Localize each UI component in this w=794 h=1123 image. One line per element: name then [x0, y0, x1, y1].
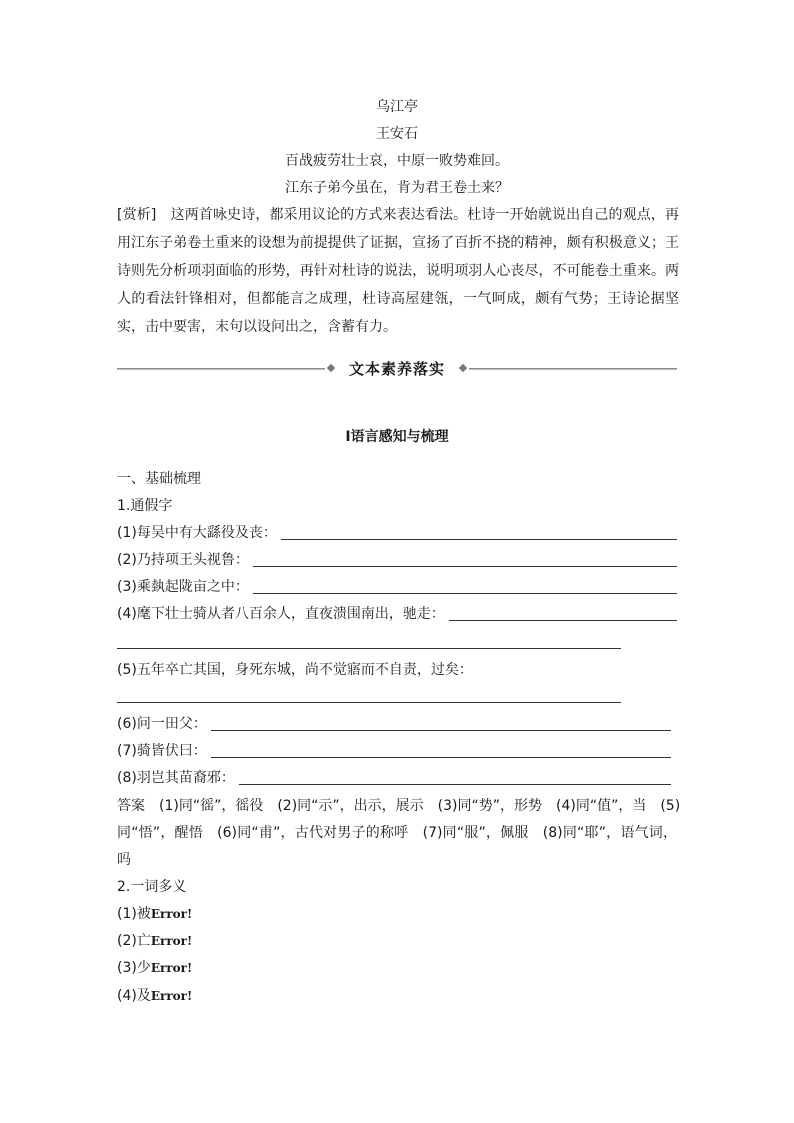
divider-title: 文本素养落实 — [348, 360, 445, 378]
answer-blank[interactable] — [211, 716, 671, 731]
polysemy-item-1 — [117, 904, 192, 924]
answer-blank[interactable] — [449, 606, 677, 621]
polysemy-word: (4)及 — [117, 988, 151, 1004]
answer-blank[interactable] — [281, 525, 677, 540]
error-field: Error! — [150, 907, 193, 921]
answer-line-2: 同“悟”，醒悟 (6)同“甫”，古代对男子的称呼 (7)同“服”，佩服 (8)同“耶”，语气词， — [117, 825, 677, 841]
exercise-item-3 — [117, 577, 677, 597]
polysemy-item-4 — [117, 986, 192, 1006]
appreciation-text: 这两首咏史诗，都采用议论的方式来表达看法。杜诗一开始就说出自己的观点，再用江东子弟卷土重来的设想为前提提供了证据，宣扬了百折不挠的精神，颇有积极意义；王诗则先分析项羽面临的形势，再针对杜诗的说法，说明项羽人心丧尽，不可能卷土重来。两人的看法针锋相对，但都能言之成理，杜诗高屋建瓴，一气呵成，颇有气势；王诗论据坚实，击中要害，末句以设问出之，含蓄有力。 — [117, 207, 680, 335]
subheading-tongjiazi: 1.通假字 — [117, 498, 173, 514]
error-field: Error! — [150, 961, 193, 975]
polysemy-word: (2)亡 — [117, 933, 151, 949]
heading-basic-sorting: 一、基础梳理 — [117, 471, 201, 487]
poem-line-2: 江东子弟今虽在，肯为君王卷土来？ — [285, 180, 509, 196]
poem-author: 王安石 — [376, 126, 418, 142]
answer-line-1: 答案 (1)同“徭”，徭役 (2)同“示”，出示，展示 (3)同“势”，形势 (4)同“值”，当 (5) — [117, 798, 681, 814]
answer-blank[interactable] — [253, 552, 677, 567]
exercise-prompt: (8)羽岂其苗裔邪： — [117, 770, 235, 786]
section-title: Ⅰ语言感知与梳理 — [345, 429, 449, 445]
polysemy-word: (3)少 — [117, 960, 151, 976]
poem-line-1: 百战疲劳壮士哀，中原一败势难回。 — [285, 153, 509, 169]
exercise-prompt: (2)乃持项王头视鲁： — [117, 552, 249, 568]
exercise-item-4 — [117, 604, 677, 624]
poem-title: 乌江亭 — [376, 99, 418, 115]
error-field: Error! — [150, 989, 193, 1003]
appreciation-paragraph — [117, 201, 679, 341]
subheading-polysemy: 2.一词多义 — [117, 879, 187, 895]
divider-rule-right — [469, 368, 677, 370]
exercise-item-8 — [117, 768, 671, 788]
answer-line-3: 吗 — [117, 852, 131, 868]
answer-blank[interactable] — [253, 579, 677, 594]
answer-blank[interactable] — [211, 743, 671, 758]
exercise-prompt: (3)乘埶起陇亩之中： — [117, 579, 249, 595]
polysemy-item-2 — [117, 931, 192, 951]
exercise-prompt: (7)骑皆伏曰： — [117, 743, 207, 759]
exercise-item-2 — [117, 550, 677, 570]
polysemy-item-3 — [117, 958, 192, 978]
exercise-item-5 — [117, 660, 677, 680]
exercise-item-6 — [117, 714, 671, 734]
exercise-item-1 — [117, 523, 677, 543]
answer-blank[interactable] — [117, 702, 621, 703]
exercise-item-7 — [117, 741, 671, 761]
error-field: Error! — [150, 934, 193, 948]
exercise-prompt: (4)麾下壮士骑从者八百余人，直夜溃围南出，驰走： — [117, 606, 445, 622]
polysemy-word: (1)被 — [117, 906, 151, 922]
section-divider — [117, 359, 677, 379]
exercise-prompt: (1)每吴中有大繇役及丧： — [117, 525, 277, 541]
exercise-prompt: (6)问一田父： — [117, 716, 207, 732]
exercise-prompt: (5)五年卒亡其国，身死东城，尚不觉寤而不自责，过矣： — [117, 662, 473, 678]
answer-blank-continued[interactable] — [117, 648, 621, 649]
appreciation-label: [赏析] — [117, 207, 157, 223]
answer-blank[interactable] — [239, 770, 671, 785]
